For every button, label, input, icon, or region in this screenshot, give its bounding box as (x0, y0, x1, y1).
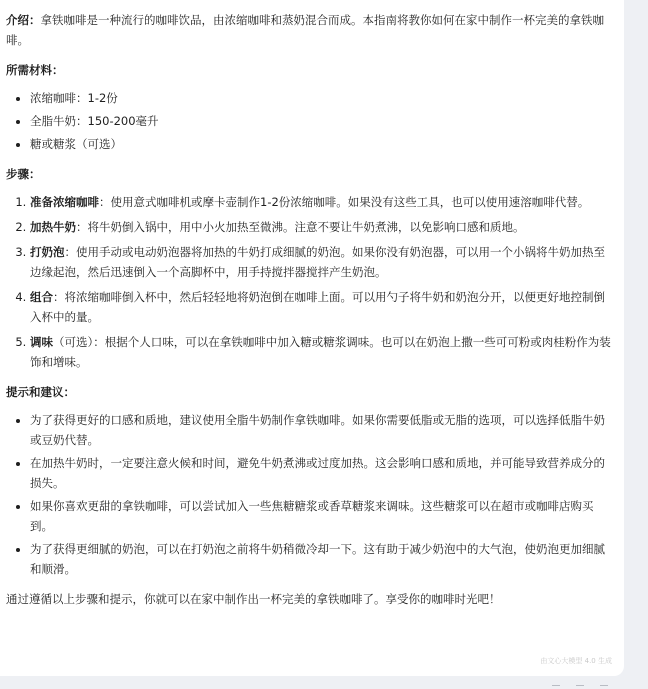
materials-heading: 所需材料： (6, 63, 64, 77)
step-text: ：将牛奶倒入锅中，用中小火加热至微沸。注意不要让牛奶煮沸，以免影响口感和质地。 (76, 220, 525, 234)
list-item (30, 242, 614, 282)
list-item (30, 332, 614, 372)
steps-list (6, 192, 614, 372)
list-item (30, 287, 614, 327)
list-item: • 浓缩咖啡：1-2份 (30, 88, 614, 108)
list-item: • 为了获得更细腻的奶泡，可以在打奶泡之前将牛奶稍微冷却一下。这有助于减少奶泡中的大气泡，使奶泡更加细腻和顺滑。 (30, 539, 614, 579)
intro-text: 拿铁咖啡是一种流行的咖啡饮品，由浓缩咖啡和蒸奶混合而成。本指南将教你如何在家中制作一杯完美的拿铁咖啡。 (6, 13, 604, 47)
step-text: ：使用意式咖啡机或摩卡壶制作1-2份浓缩咖啡。如果没有这些工具，也可以使用速溶咖啡代替。 (99, 195, 590, 209)
share-icon[interactable] (576, 685, 584, 689)
bottom-toolbar-strip (0, 676, 648, 689)
closing-paragraph: 通过遵循以上步骤和提示，你就可以在家中制作出一杯完美的拿铁咖啡了。享受你的咖啡时光吧！ (6, 592, 501, 606)
materials-list (6, 88, 614, 154)
list-item: • 如果你喜欢更甜的拿铁咖啡，可以尝试加入一些焦糖糖浆或香草糖浆来调味。这些糖浆可以在超市或咖啡店购买到。 (30, 496, 614, 536)
step-text: ：使用手动或电动奶泡器将加热的牛奶打成细腻的奶泡。如果你没有奶泡器，可以用一个小锅将牛奶加热至边缘起泡，然后迅速倒入一个高脚杯中，用手持搅拌器搅拌产生奶泡。 (30, 245, 605, 279)
intro-label: 介绍： (6, 13, 41, 27)
intro-paragraph (6, 10, 614, 50)
ai-generated-watermark: 由文心大模型 4.0 生成 (540, 657, 612, 665)
step-text: （可选）：根据个人口味，可以在拿铁咖啡中加入糖或糖浆调味。也可以在奶泡上撒一些可可粉或肉桂粉作为装饰和增味。 (30, 335, 611, 369)
list-item: • 糖或糖浆（可选） (30, 134, 614, 154)
step-title: 加热牛奶 (30, 220, 76, 234)
copy-icon[interactable] (552, 685, 560, 689)
step-title: 准备浓缩咖啡 (30, 195, 99, 209)
step-title: 组合 (30, 290, 53, 304)
tips-heading: 提示和建议： (6, 385, 75, 399)
list-item: • 在加热牛奶时，一定要注意火候和时间，避免牛奶煮沸或过度加热。这会影响口感和质地，并可能导致营养成分的损失。 (30, 453, 614, 493)
step-title: 调味 (30, 335, 53, 349)
list-item (30, 217, 614, 237)
list-item: • 为了获得更好的口感和质地，建议使用全脂牛奶制作拿铁咖啡。如果你需要低脂或无脂的选项，可以选择低脂牛奶或豆奶代替。 (30, 410, 614, 450)
step-text: ：将浓缩咖啡倒入杯中，然后轻轻地将奶泡倒在咖啡上面。可以用勺子将牛奶和奶泡分开，以便更好地控制倒入杯中的量。 (30, 290, 605, 324)
list-item (30, 192, 614, 212)
more-icon[interactable] (600, 685, 608, 689)
toolbar-icons (552, 676, 608, 689)
tips-list (6, 410, 614, 579)
step-title: 打奶泡 (30, 245, 65, 259)
steps-heading: 步骤： (6, 167, 41, 181)
list-item: • 全脂牛奶：150-200毫升 (30, 111, 614, 131)
